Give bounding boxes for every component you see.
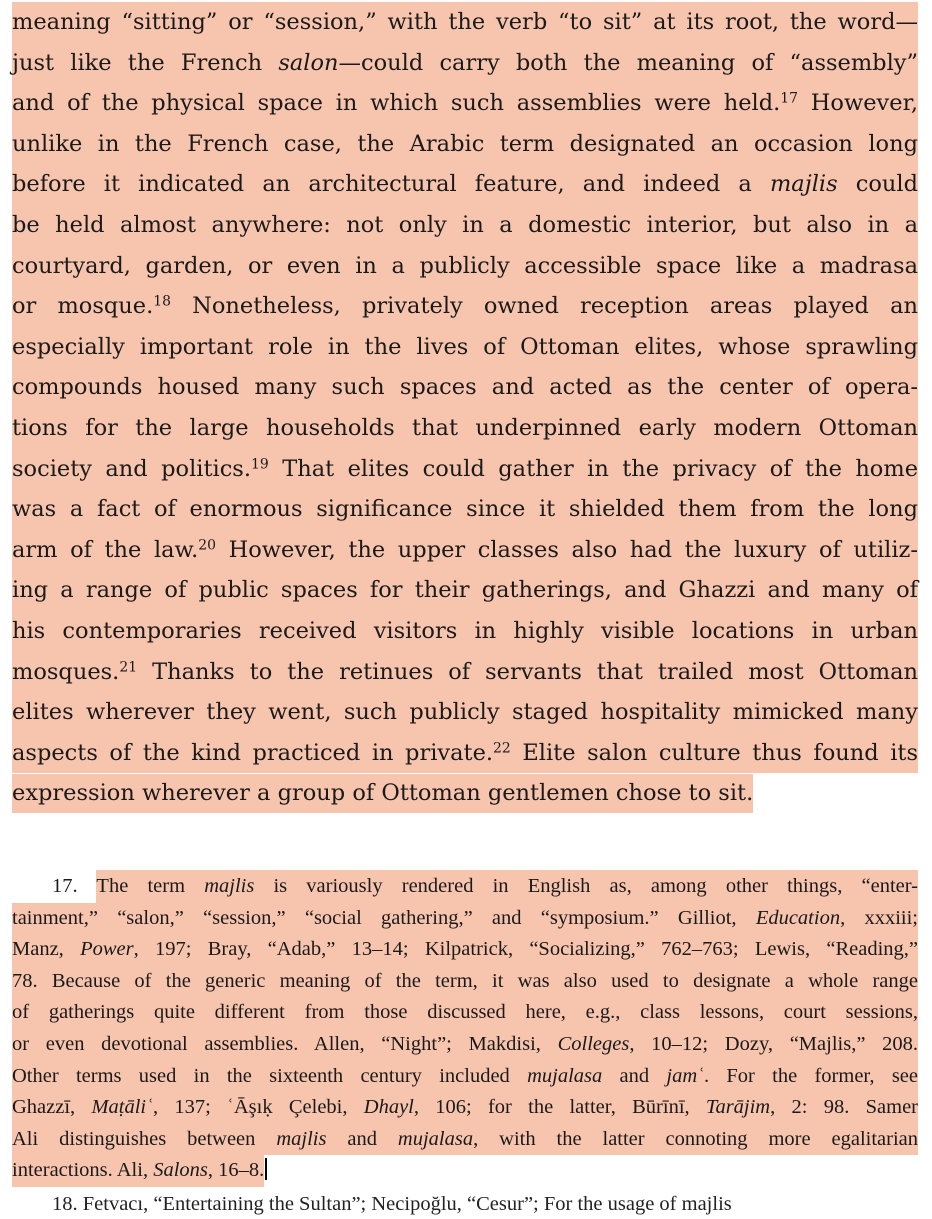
text-run: and xyxy=(326,1127,398,1150)
main-text-line xyxy=(12,2,918,43)
text-run: expression wherever a group of Ottoman gentlemen chose to sit. xyxy=(12,780,754,807)
highlight xyxy=(96,870,918,903)
text-run: Ali distinguishes between xyxy=(12,1127,277,1150)
text-run: before it indicated an architectural feature, and indeed a xyxy=(12,171,770,198)
main-text-line xyxy=(12,83,918,124)
text-run: tainment,” “salon,” “session,” “social gathering,” and “symposium.” Gilliot, xyxy=(12,906,756,929)
italic-text: Tarājim xyxy=(705,1096,771,1119)
footnote-reference: 22 xyxy=(493,740,511,757)
text-run: , 10–12; Dozy, “Majlis,” 208. xyxy=(629,1032,918,1055)
text-run: tions for the large households that underpinned early modern Ottoman xyxy=(12,414,918,441)
text-run: However, the upper classes also had the luxury of utiliz- xyxy=(216,536,918,563)
text-run: , 2: 98. Samer xyxy=(770,1096,918,1119)
text-run: , xxxiii; xyxy=(840,906,918,929)
italic-text: Dhayl xyxy=(363,1096,414,1119)
footnote-line xyxy=(12,1061,918,1093)
text-run: ing a range of public spaces for their gatherings, and Ghazzi and many of xyxy=(12,577,918,604)
text-run: interactions. Ali, xyxy=(12,1159,154,1182)
main-text-line xyxy=(12,367,918,408)
footnotes xyxy=(12,871,919,1215)
italic-text: majlis xyxy=(769,171,838,198)
footnote-line xyxy=(12,903,918,935)
text-run: —could carry both the meaning of “assembly” xyxy=(338,49,918,76)
footnote-line xyxy=(12,1029,918,1061)
text-run: That elites could gather in the privacy of the home xyxy=(268,455,919,482)
italic-text: majlis xyxy=(204,875,255,897)
main-text-line xyxy=(12,124,918,165)
text-run: , with the latter connoting more egalitarian xyxy=(473,1127,918,1150)
main-text-line xyxy=(12,205,918,246)
text-run: . For the former, see xyxy=(704,1064,919,1087)
text-run: his contemporaries received visitors in highly visible locations in urban xyxy=(12,617,918,644)
text-run: and of the physical space in which such assemblies were held. xyxy=(12,90,781,117)
text-run: be held almost anywhere: not only in a domestic interior, but also in a xyxy=(12,211,918,238)
highlight xyxy=(12,1154,264,1187)
next-footnote-partial xyxy=(12,1187,918,1215)
text-run: Thanks to the retinues of servants that trailed most Ottoman xyxy=(137,658,918,685)
main-text-line xyxy=(12,164,918,205)
text-run: arm of the law. xyxy=(12,536,199,563)
text-run: However, xyxy=(798,90,919,117)
main-text-line xyxy=(12,286,918,327)
text-run: compounds housed many such spaces and acted as the center of opera- xyxy=(12,374,918,401)
highlight xyxy=(12,774,753,813)
footnote-line xyxy=(12,1155,918,1187)
text-run: of gatherings quite different from those discussed here, e.g., class lessons, court sessions, xyxy=(12,1001,918,1024)
text-run: meaning “sitting” or “session,” with the verb “to sit” at its root, the word— xyxy=(12,9,918,35)
main-text-line xyxy=(12,570,918,611)
main-text-line xyxy=(12,449,918,490)
footnote-reference: 18 xyxy=(153,293,172,310)
footnote-reference: 19 xyxy=(251,455,269,472)
main-text-line xyxy=(12,692,918,733)
main-text-line xyxy=(12,611,918,652)
text-run: , 137; ʿĀşıḳ Çelebi, xyxy=(152,1096,364,1119)
text-run: 18. Fetvacı, “Entertaining the Sultan”; Necipoğlu, “Cesur”; For the usage of majlis xyxy=(52,1192,732,1215)
italic-text: mujalasa xyxy=(397,1127,474,1150)
text-run: or even devotional assemblies. Allen, “Night”; Makdisi, xyxy=(12,1032,558,1055)
main-text-line xyxy=(12,652,918,693)
text-run: or mosque. xyxy=(12,293,154,320)
text-run: Other terms used in the sixteenth century included xyxy=(12,1064,528,1087)
text-run: unlike in the French case, the Arabic term designated an occasion long xyxy=(12,130,918,157)
main-text-line xyxy=(12,773,918,814)
footnote-reference: 21 xyxy=(119,658,138,675)
text-run: mosques. xyxy=(12,658,120,685)
main-text-line xyxy=(12,246,918,287)
text-run: could xyxy=(837,171,919,198)
footnote-reference: 20 xyxy=(198,537,217,554)
footnote-line xyxy=(12,934,918,966)
text-run: courtyard, garden, or even in a publicly accessible space like a madrasa xyxy=(12,252,918,279)
italic-text: Maṭāliʿ xyxy=(91,1096,153,1119)
text-run: , 16–8. xyxy=(207,1159,265,1182)
main-text-line xyxy=(12,733,918,774)
text-run: especially important role in the lives of Ottoman elites, whose sprawling xyxy=(12,333,918,360)
text-run: 78. Because of the generic meaning of the term, it was also used to designate a whole range xyxy=(12,969,918,992)
text-run: , 197; Bray, “Adab,” 13–14; Kilpatrick, “Socializing,” 762–763; Lewis, “Reading,” xyxy=(133,938,918,961)
text-run: is variously rendered in English as, among other things, “enter- xyxy=(254,875,918,897)
text-run: aspects of the kind practiced in private. xyxy=(12,739,494,766)
footnote-line xyxy=(12,1124,918,1156)
italic-text: Power xyxy=(80,938,134,961)
text-run: Elite salon culture thus found its xyxy=(510,739,918,766)
main-text-line xyxy=(12,530,918,571)
text-cursor xyxy=(265,1158,267,1180)
text-run: elites wherever they went, such publicly staged hospitality mimicked many xyxy=(12,699,918,726)
text-run: society and politics. xyxy=(12,455,252,482)
text-run: Ghazzī, xyxy=(12,1096,92,1119)
italic-text: salon xyxy=(278,49,339,76)
text-run: The term xyxy=(96,875,205,897)
italic-text: Education xyxy=(755,906,841,929)
italic-text: mujalasa xyxy=(527,1064,603,1087)
footnote-line xyxy=(12,871,918,903)
text-run: , 106; for the latter, Būrīnī, xyxy=(413,1096,706,1119)
footnote-reference: 17 xyxy=(780,90,799,107)
footnote-line xyxy=(12,1092,918,1124)
footnote-line xyxy=(12,966,918,998)
italic-text: majlis xyxy=(276,1127,327,1150)
text-run: was a fact of enormous significance since it shielded them from the long xyxy=(12,496,918,523)
main-text-line xyxy=(12,408,918,449)
text-run: Nonetheless, privately owned reception areas played an xyxy=(171,293,918,320)
italic-text: jamʿ xyxy=(666,1064,704,1087)
footnote-line xyxy=(12,997,918,1029)
text-run: and xyxy=(602,1064,667,1087)
main-text-line xyxy=(12,489,918,530)
italic-text: Colleges xyxy=(557,1032,630,1055)
text-run: just like the French xyxy=(12,49,279,76)
italic-text: Salons xyxy=(153,1159,208,1182)
text-run: Manz, xyxy=(12,938,81,961)
footnote-number: 17. xyxy=(52,875,97,897)
main-text-line xyxy=(12,43,918,84)
main-text-line xyxy=(12,327,918,368)
main-paragraph xyxy=(12,2,918,814)
